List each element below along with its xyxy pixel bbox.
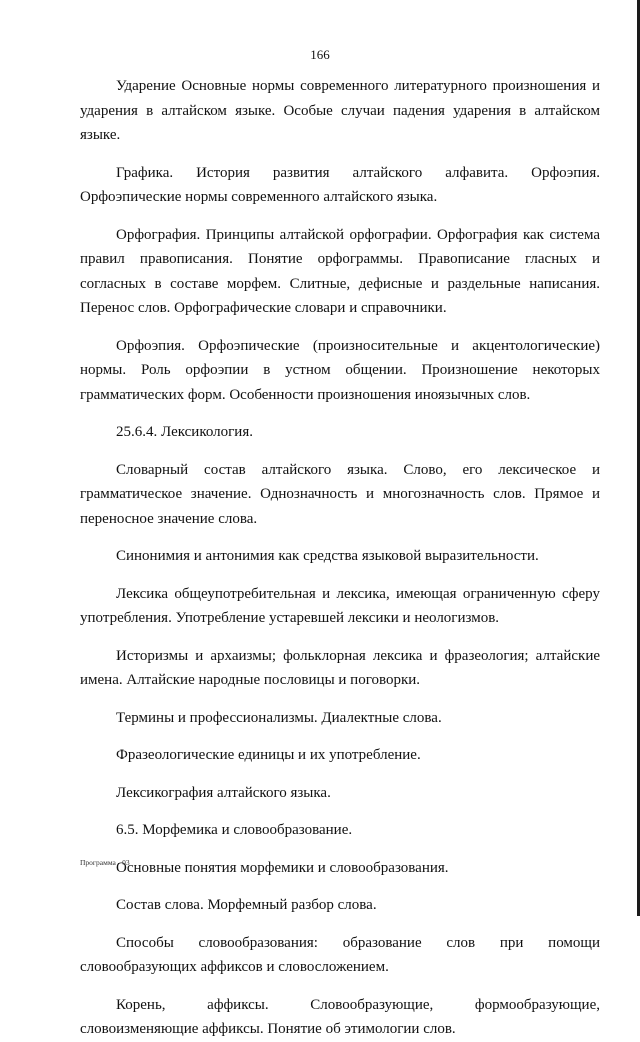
paragraph-root-affixes: Корень, аффиксы. Словообразующие, формообразующие, словоизменяющие аффиксы. Понятие об этимологии слов. (80, 996, 600, 1037)
paragraph-word-formation: Способы словообразования: образование слов при помощи словообразующих аффиксов и словосложением. (80, 934, 600, 975)
paragraph-terms: Термины и профессионализмы. Диалектные слова. (116, 709, 442, 726)
document-body (80, 74, 600, 1042)
paragraph-graphics: Графика. История развития алтайского алфавита. Орфоэпия. Орфоэпические нормы современного алтайского языка. (80, 164, 600, 205)
page-footer: Программа - 03 (80, 858, 130, 867)
paragraph-morphemics-concepts: Основные понятия морфемики и словообразования. (116, 859, 449, 876)
paragraph-stress: Ударение Основные нормы современного литературного произношения и ударения в алтайском языке. Особые случаи падения ударения в алтайском языке. (80, 78, 600, 143)
paragraph-orthoepy: Орфоэпия. Орфоэпические (произносительные и акцентологические) нормы. Роль орфоэпии в устном общении. Произношение некоторых грамматических форм. Особенности произношения иноязычных слов. (80, 337, 600, 403)
paragraph-word-structure: Состав слова. Морфемный разбор слова. (116, 897, 377, 913)
paragraph-phraseology: Фразеологические единицы и их употребление. (116, 747, 421, 763)
paragraph-vocabulary: Словарный состав алтайского языка. Слово, его лексическое и грамматическое значение. Однозначность и многозначность слов. Прямое и переносное значение слова. (80, 461, 600, 527)
page-number: 166 (310, 47, 330, 62)
section-heading-lexicology: 25.6.4. Лексикология. (116, 424, 253, 440)
section-heading-morphemics: 6.5. Морфемика и словообразование. (116, 822, 353, 838)
paragraph-orthography: Орфография. Принципы алтайской орфографии. Орфография как система правил правописания. Понятие орфограммы. Правописание гласных и согласных в составе морфем. Слитные, дефисные и раздельные написания. Перенос слов. Орфографические словари и справочники. (80, 226, 600, 316)
paragraph-historicisms: Историзмы и архаизмы; фольклорная лексика и фразеология; алтайские имена. Алтайские народные пословицы и поговорки. (80, 647, 600, 688)
paragraph-lexicography: Лексикография алтайского языка. (116, 784, 331, 801)
paragraph-synonymy: Синонимия и антонимия как средства языковой выразительности. (116, 548, 539, 564)
paragraph-common-lexicon: Лексика общеупотребительная и лексика, имеющая ограниченную сферу употребления. Употребление устаревшей лексики и неологизмов. (80, 585, 600, 626)
